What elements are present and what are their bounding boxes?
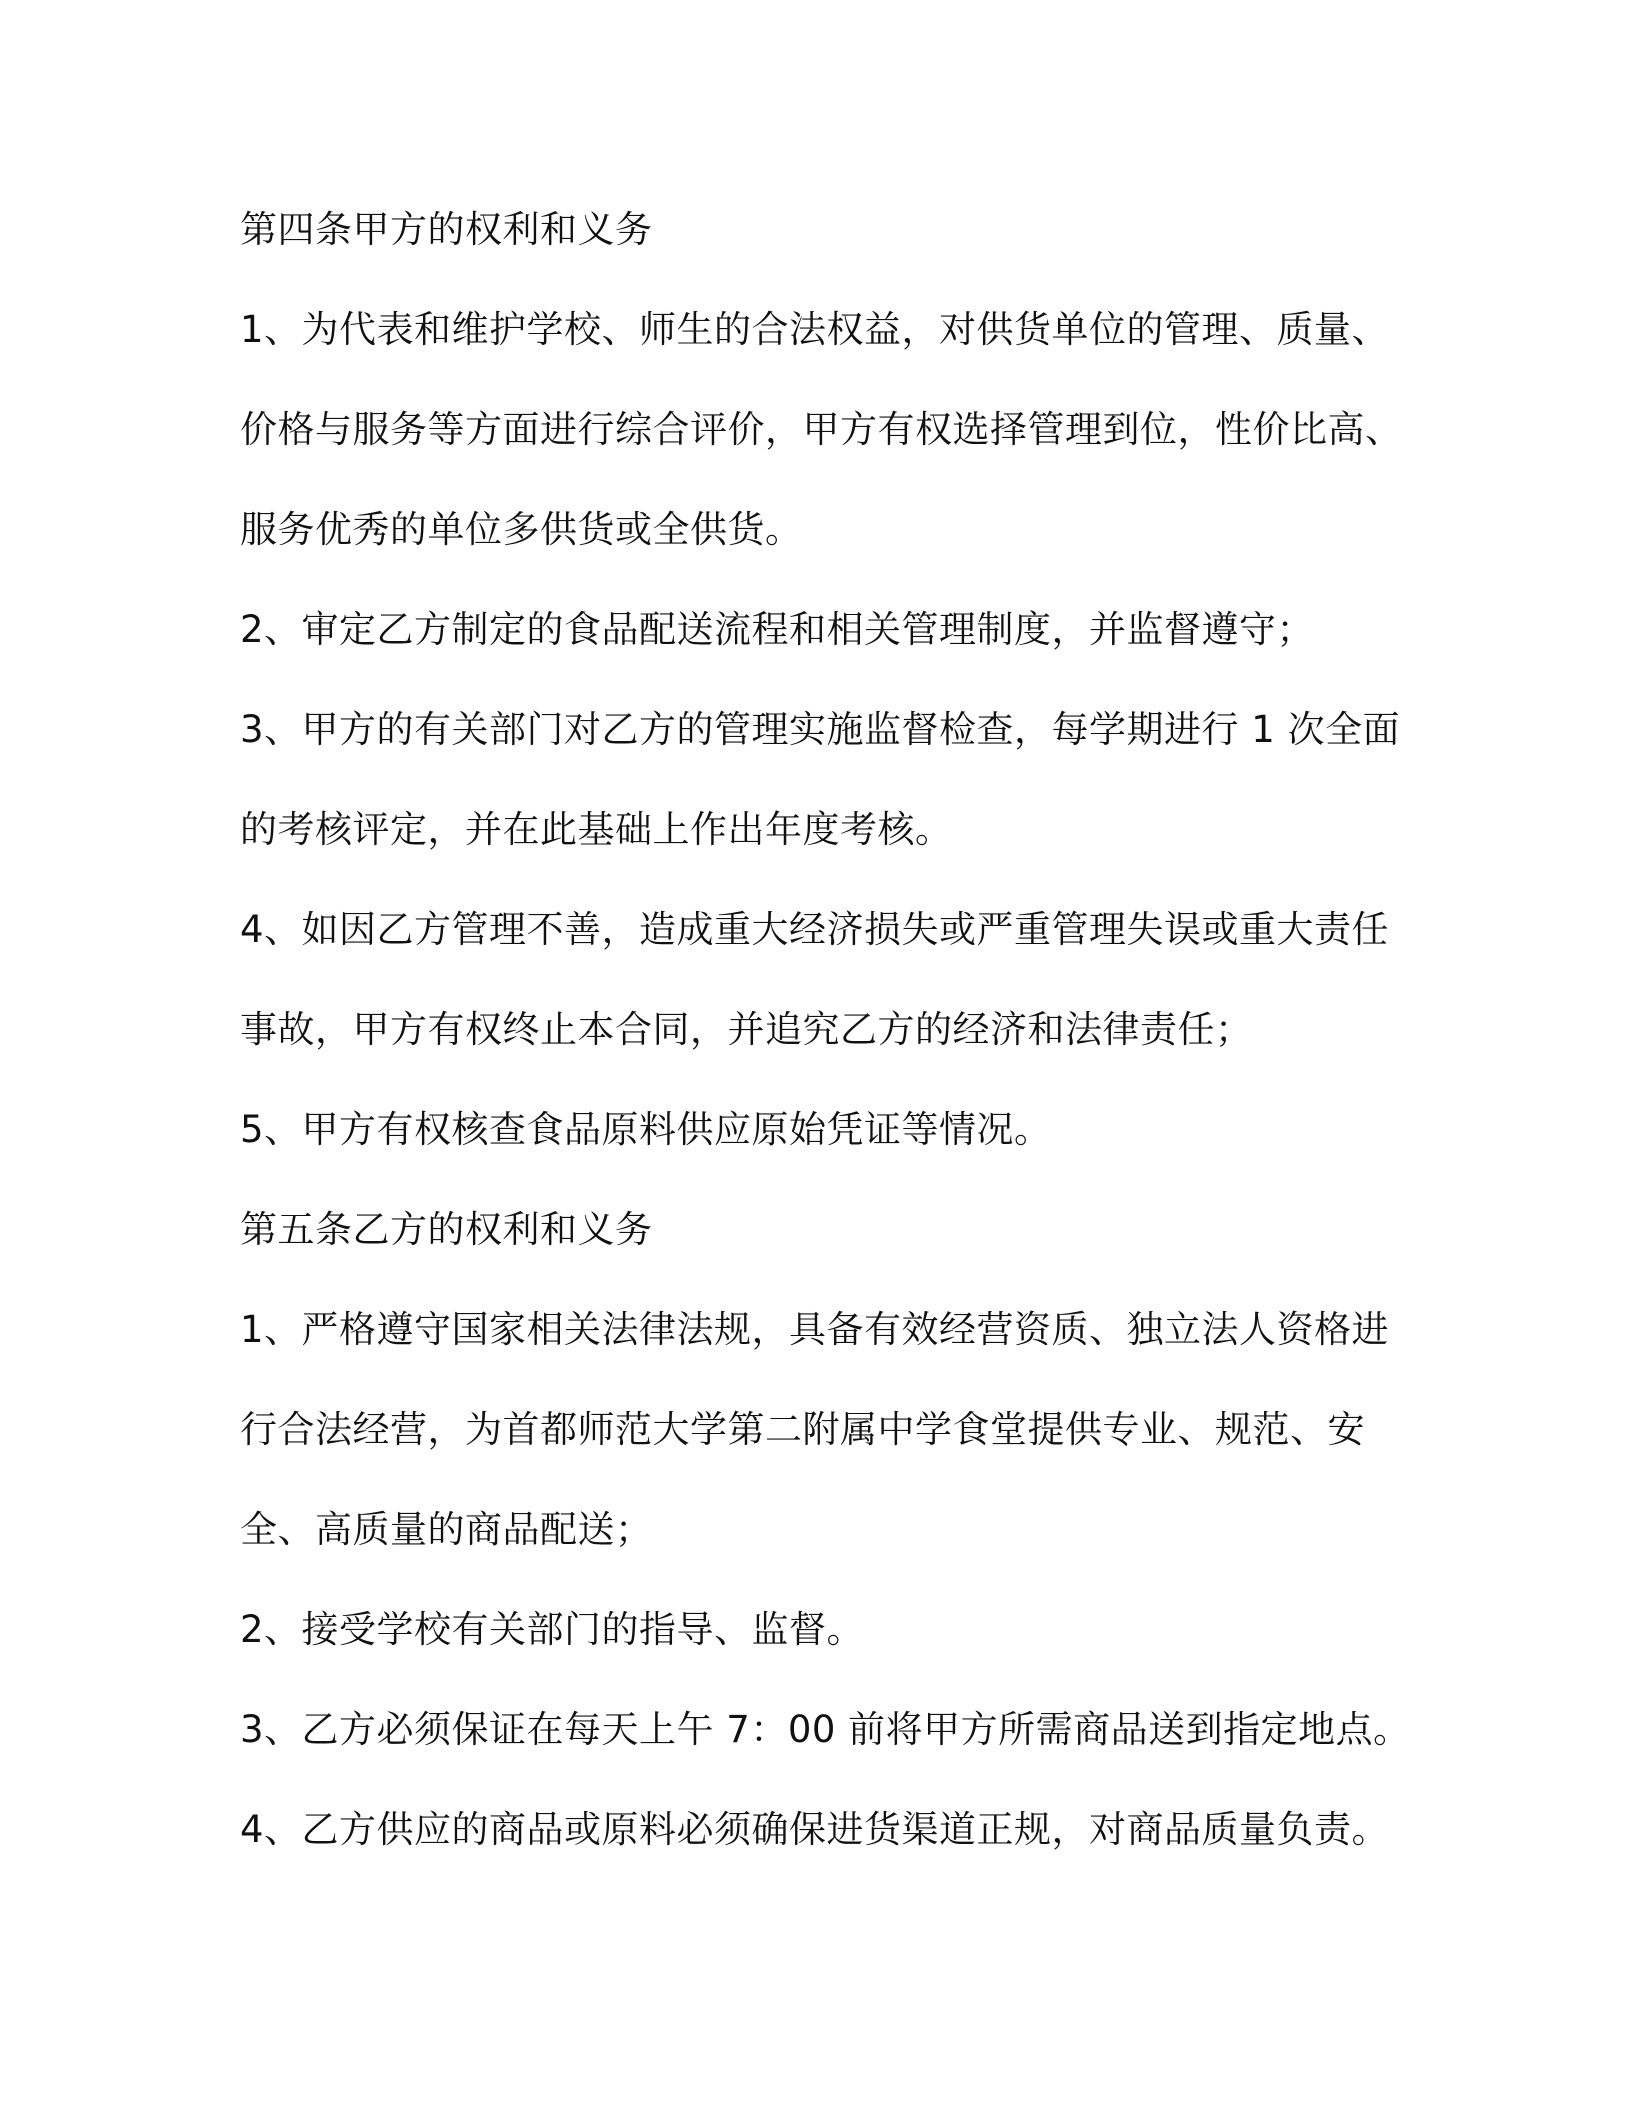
- paragraph-line: 1、严格遵守国家相关法律法规，具备有效经营资质、独立法人资格进: [240, 1308, 1390, 1351]
- paragraph-line: 2、接受学校有关部门的指导、监督。: [240, 1608, 865, 1651]
- paragraph-line: 服务优秀的单位多供货或全供货。: [240, 508, 803, 551]
- paragraph-line: 全、高质量的商品配送；: [240, 1508, 653, 1551]
- section-heading-article-5: 第五条乙方的权利和义务: [240, 1208, 653, 1251]
- paragraph-line: 3、甲方的有关部门对乙方的管理实施监督检查，每学期进行 1 次全面: [240, 708, 1401, 751]
- paragraph-line: 1、为代表和维护学校、师生的合法权益，对供货单位的管理、质量、: [240, 308, 1390, 351]
- paragraph-line: 价格与服务等方面进行综合评价，甲方有权选择管理到位，性价比高、: [240, 408, 1403, 451]
- section-heading-article-4: 第四条甲方的权利和义务: [240, 208, 653, 251]
- paragraph-line: 4、如因乙方管理不善，造成重大经济损失或严重管理失误或重大责任: [240, 908, 1390, 951]
- paragraph-line: 5、甲方有权核查食品原料供应原始凭证等情况。: [240, 1108, 1052, 1151]
- document-body: [240, 180, 1411, 1880]
- paragraph-line: 4、乙方供应的商品或原料必须确保进货渠道正规，对商品质量负责。: [240, 1808, 1390, 1851]
- paragraph-line: 事故，甲方有权终止本合同，并追究乙方的经济和法律责任；: [240, 1008, 1253, 1051]
- paragraph-line: 的考核评定，并在此基础上作出年度考核。: [240, 808, 953, 851]
- paragraph-line: 行合法经营，为首都师范大学第二附属中学食堂提供专业、规范、安: [240, 1408, 1365, 1451]
- paragraph-line: 3、乙方必须保证在每天上午 7：00 前将甲方所需商品送到指定地点。: [240, 1708, 1411, 1751]
- paragraph-line: 2、审定乙方制定的食品配送流程和相关管理制度，并监督遵守；: [240, 608, 1315, 651]
